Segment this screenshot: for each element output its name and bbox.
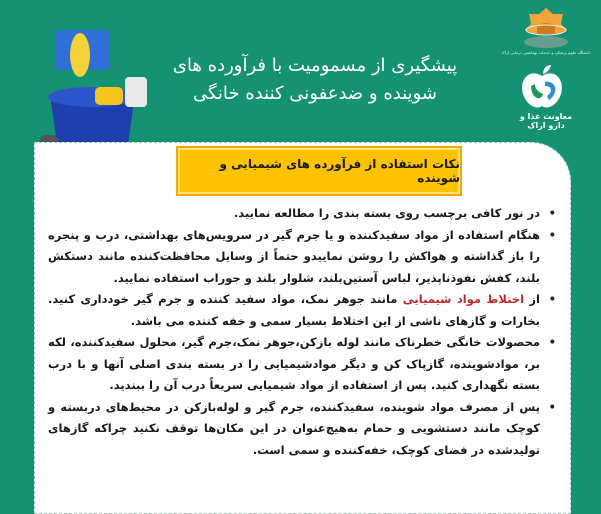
list-item: • از اختلاط مواد شیمیایی مانند جوهر نمک، مواد سفید کننده و جرم گیر خودداری کنید. بخارات و گازهای ناشی از این اختلاط بسیار سمی و خفه کننده می باشد.	[48, 289, 560, 332]
university-caption: دانشگاه علوم پزشکی و خدمات بهداشتی درمانی اراک	[501, 50, 591, 55]
title-line-2: شوینده و ضدعفونی کننده خانگی	[192, 83, 438, 105]
section-heading: نکات استفاده از فرآورده های شیمیایی و شوینده	[219, 157, 460, 185]
list-item: • هنگام استفاده از مواد سفیدکننده و یا جرم گیر در سرویس‌های بهداشتی، درب و پنجره را باز گذاشته و هواکش را روشن نماییدو حتماً از وسایل محافظت‌کننده مانند دستکش بلند، کفش نفوذناپذیر، لباس آستین‌بلند، شلوار بلند و جوراب استفاده نمایید.	[48, 225, 560, 290]
fda-logo-icon	[519, 64, 565, 112]
logos-area	[491, 0, 601, 130]
highlighted-warning: اختلاط مواد شیمیایی	[402, 292, 525, 306]
list-item: • پس از مصرف مواد شوینده، سفیدکننده، جرم گیر و لوله‌بازکن در محیط‌های دربسته و کوچک مانند دستشویی و حمام به‌هیچ‌عنوان در این مکان‌ها توقف نکنید چراکه گازهای تولیدشده در فضای کوچک، خفه‌کننده و سمی است.	[48, 397, 560, 462]
title-line-1: پیشگیری از مسمومیت با فرآورده های	[172, 55, 458, 77]
list-item: • در نور کافی برچسب روی بسته بندی را مطالعه نمایید.	[48, 203, 560, 225]
tips-list	[48, 203, 560, 461]
university-logo-icon	[521, 6, 571, 50]
page-title	[170, 52, 460, 108]
list-item: • محصولات خانگی خطرناک مانند لوله بازکن،جوهر نمک،جرم گیر، محلول سفیدکننده، لکه بر، موادشوینده، گازپاک کن و دیگر موادشیمیایی را در بسته بندی اصلی آنها و با درب بسته نگهداری کنید. پس از استفاده از مواد شیمیایی سریعاً درب آن را ببندید.	[48, 332, 560, 397]
section-heading-banner	[176, 146, 462, 196]
fda-caption: معاونت غذا و دارو اراک	[519, 112, 573, 130]
